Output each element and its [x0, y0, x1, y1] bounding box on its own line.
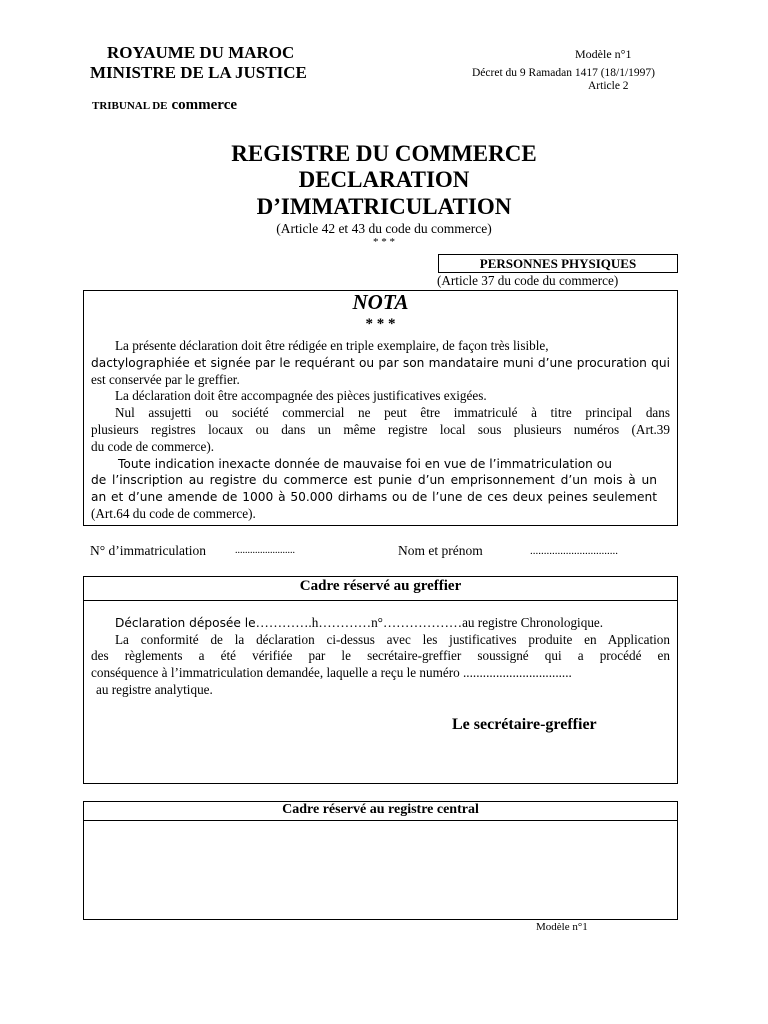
nota-line: an et d’une amende de 1000 à 50.000 dirhams ou de l’une de ces deux peines seulement — [91, 490, 657, 504]
title-registre: REGISTRE DU COMMERCE — [231, 141, 537, 166]
nota-stars: * * * — [365, 316, 396, 332]
nota-line: La déclaration doit être accompagnée des pièces justificatives exigées. — [115, 388, 487, 403]
name-field[interactable]: ................................ — [530, 545, 618, 557]
category-reference: (Article 37 du code du commerce) — [437, 273, 619, 288]
nota-line: Toute indication inexacte donnée de mauvaise foi en vue de l’immatriculation ou — [118, 457, 612, 471]
immatriculation-number-field[interactable]: ........................ — [235, 545, 295, 556]
greffier-hour-label: h — [311, 615, 319, 630]
name-label: Nom et prénom — [398, 543, 483, 558]
title-declaration: DECLARATION — [298, 167, 470, 192]
central-register-title-divider — [83, 820, 678, 821]
greffier-line: au registre analytique. — [96, 682, 213, 697]
nota-line: (Art.64 du code de commerce). — [91, 506, 256, 521]
ministry-heading: MINISTRE DE LA JUSTICE — [90, 63, 307, 82]
nota-line: de l’inscription au registre du commerce est punie d’un emprisonnement d’un mois à un — [91, 473, 657, 487]
greffier-title: Cadre réservé au greffier — [299, 578, 462, 594]
model-number: Modèle n°1 — [575, 47, 632, 61]
greffier-number-label: n° — [371, 615, 383, 630]
greffier-title-divider — [83, 600, 678, 601]
nota-line: du code de commerce). — [91, 439, 215, 454]
immatriculation-number-label: N° d’immatriculation — [90, 543, 206, 558]
central-register-box — [83, 801, 678, 920]
category-label: PERSONNES PHYSIQUES — [479, 256, 637, 271]
nota-title: NOTA — [352, 290, 409, 314]
greffier-signature-label: Le secrétaire-greffier — [452, 716, 597, 733]
central-register-title: Cadre réservé au registre central — [282, 802, 479, 817]
tribunal-prefix: TRIBUNAL DE — [92, 100, 168, 112]
greffier-line: des règlements a été vérifiée par le secrétaire-greffier soussigné qui a procédé en — [91, 648, 670, 663]
kingdom-heading: ROYAUME DU MAROC — [107, 43, 295, 62]
greffier-line: conséquence à l’immatriculation demandée, laquelle a reçu le numéro ................................. — [91, 665, 572, 680]
greffier-deposit-line — [115, 615, 603, 632]
title-immatriculation: D’IMMATRICULATION — [256, 194, 512, 219]
category-box — [438, 254, 678, 273]
nota-line: dactylographiée et signée par le requérant ou par son mandataire muni d’une procuration qui — [91, 356, 670, 370]
title-article-reference: (Article 42 et 43 du code du commerce) — [276, 221, 492, 236]
greffier-line: La conformité de la déclaration ci-dessus avec les justificatives produite en Application — [115, 632, 670, 647]
decree-reference: Décret du 9 Ramadan 1417 (18/1/1997) — [472, 67, 655, 79]
deposit-date-field[interactable]: …………. — [255, 615, 312, 630]
tribunal-name: commerce — [171, 97, 238, 113]
chronological-number-field[interactable]: ……………… — [382, 615, 463, 630]
nota-line: est conservée par le greffier. — [91, 372, 240, 387]
nota-line: La présente déclaration doit être rédigée en triple exemplaire, de façon très lisible, — [115, 338, 549, 353]
article-reference: Article 2 — [588, 80, 629, 92]
title-stars: * * * — [373, 236, 395, 248]
greffier-chronological-label: au registre Chronologique. — [462, 615, 604, 630]
nota-line: plusieurs registres locaux ou dans un même registre local sous plusieurs numéros (Art.39 — [91, 422, 670, 437]
nota-line: Nul assujetti ou société commercial ne peut être immatriculé à titre principal dans — [115, 405, 670, 420]
tribunal-heading — [92, 96, 237, 114]
greffier-deposit-label: Déclaration déposée le — [115, 616, 256, 630]
deposit-hour-field[interactable]: ………… — [318, 615, 372, 630]
footer-model-number: Modèle n°1 — [536, 921, 588, 933]
